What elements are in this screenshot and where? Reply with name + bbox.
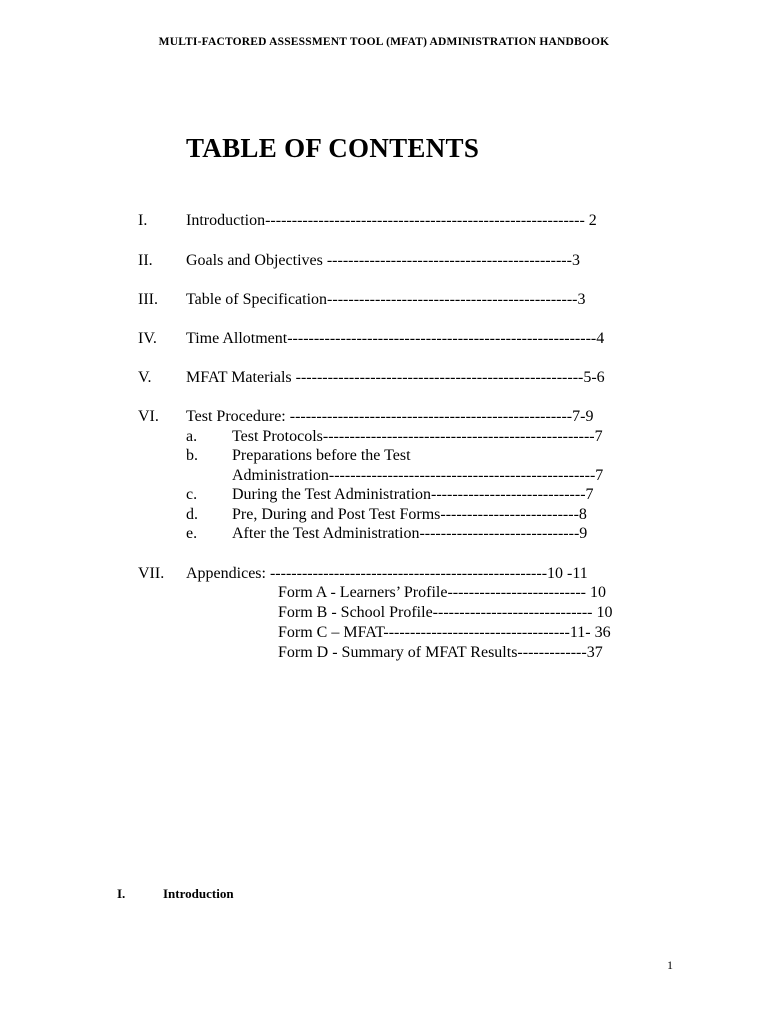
toc-form-text: Form D - Summary of MFAT Results-------------37 [278,644,603,661]
toc-text: Test Procedure: -----------------------------------------------------7-9 [186,408,594,425]
section-number: I. [117,886,126,901]
toc-text: Introduction------------------------------------------------------------ 2 [186,212,597,229]
toc-number: IV. [138,330,157,347]
toc-sub-letter: c. [186,486,198,503]
toc-text: Time Allotment----------------------------------------------------------4 [186,330,605,347]
toc-sub-letter: b. [186,447,198,464]
toc-number: VI. [138,408,159,425]
toc-form-text: Form A - Learners’ Profile-------------------------- 10 [278,584,606,601]
toc-text: Appendices: ----------------------------------------------------10 -11 [186,565,588,582]
toc-sub-text: Preparations before the Test [232,447,411,464]
toc-number: V. [138,369,152,386]
toc-form-text: Form B - School Profile------------------------------ 10 [278,604,613,621]
toc-number: VII. [138,565,165,582]
toc-sub-text: Test Protocols---------------------------------------------------7 [232,428,603,445]
toc-sub-text: Administration--------------------------------------------------7 [232,467,604,484]
section-heading: Introduction [163,886,234,901]
toc-text: Table of Specification-----------------------------------------------3 [186,291,586,308]
page-number: 1 [667,958,673,972]
toc-sub-text: Pre, During and Post Test Forms--------------------------8 [232,506,587,523]
toc-sub-text: During the Test Administration-----------------------------7 [232,486,594,503]
document-header: MULTI-FACTORED ASSESSMENT TOOL (MFAT) ADMINISTRATION HANDBOOK [158,36,610,48]
toc-text: Goals and Objectives ----------------------------------------------3 [186,252,580,269]
toc-form-text: Form C – MFAT-----------------------------------11- 36 [278,624,611,641]
toc-number: I. [138,212,148,229]
toc-sub-letter: e. [186,525,198,542]
toc-text: MFAT Materials ------------------------------------------------------5-6 [186,369,605,386]
toc-sub-text: After the Test Administration------------------------------9 [232,525,588,542]
toc-sub-letter: a. [186,428,198,445]
toc-number: III. [138,291,158,308]
toc-number: II. [138,252,153,269]
toc-sub-letter: d. [186,506,198,523]
page-title: TABLE OF CONTENTS [186,133,480,163]
